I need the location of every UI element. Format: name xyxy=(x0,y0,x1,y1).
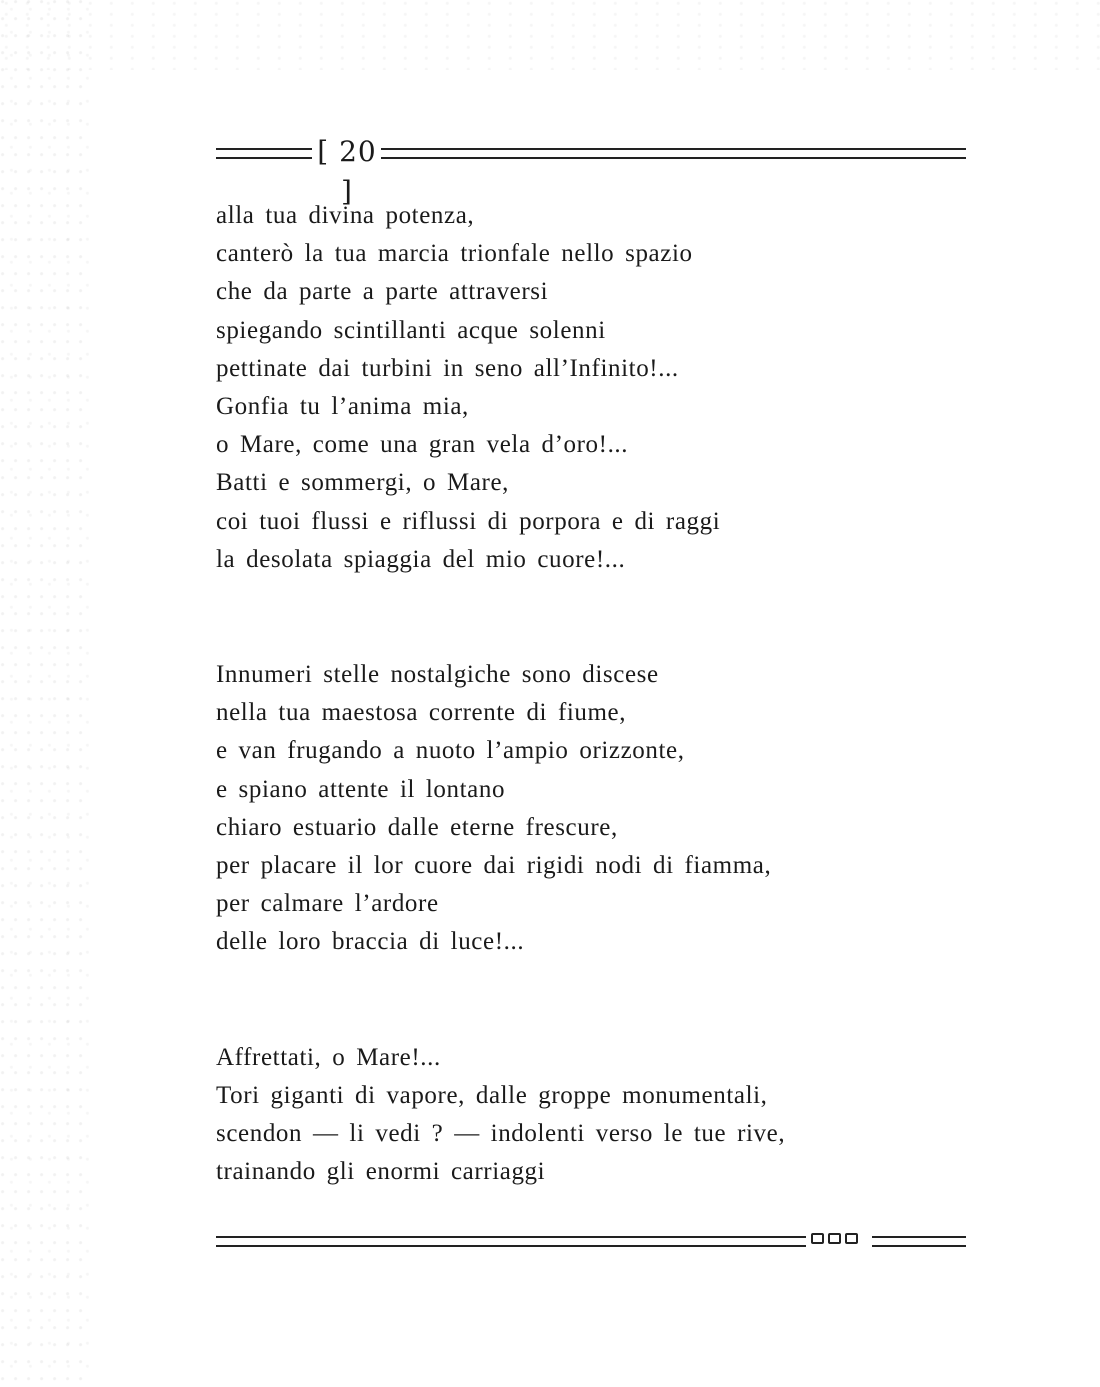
poem-line: o Mare, come una gran vela d’oro!... xyxy=(216,431,629,459)
header-rule-right xyxy=(381,148,966,159)
page-header xyxy=(216,132,966,208)
poem-line: chiaro estuario dalle eterne frescure, xyxy=(216,813,618,841)
stanza-break xyxy=(216,962,936,1039)
footer-rule-left xyxy=(216,1236,806,1247)
poem-line: Batti e sommergi, o Mare, xyxy=(216,469,509,497)
header-rule-left xyxy=(216,148,312,159)
poem-line: Affrettati, o Mare!... xyxy=(216,1043,441,1071)
stanza-3 xyxy=(216,1039,936,1192)
poem-line: per calmare l’ardore xyxy=(216,890,439,918)
poem-line: alla tua divina potenza, xyxy=(216,202,475,229)
page-number: [ 20 ] xyxy=(317,135,377,208)
ornament-box-icon xyxy=(811,1233,824,1244)
poem-body xyxy=(216,197,936,1191)
poem-line: canterò la tua marcia trionfale nello spazio xyxy=(216,240,693,268)
poem-line: delle loro braccia di luce!... xyxy=(216,928,525,956)
ornament-box-icon xyxy=(828,1233,841,1244)
footer-rule-right xyxy=(872,1236,966,1247)
stanza-break xyxy=(216,579,936,656)
page-footer xyxy=(216,1231,966,1251)
ornament-box-icon xyxy=(845,1233,858,1244)
poem-line: trainando gli enormi carriaggi xyxy=(216,1158,546,1186)
scan-edge-noise xyxy=(0,0,90,1387)
poem-line: che da parte a parte attraversi xyxy=(216,278,549,306)
poem-line: e van frugando a nuoto l’ampio orizzonte, xyxy=(216,737,685,765)
poem-line: spiegando scintillanti acque solenni xyxy=(216,316,606,344)
poem-line: scendon — li vedi ? — indolenti verso le tue rive, xyxy=(216,1120,786,1148)
poem-line: Innumeri stelle nostalgiche sono discese xyxy=(216,661,659,689)
scan-top-noise xyxy=(0,0,1100,70)
poem-line: e spiano attente il lontano xyxy=(216,775,506,803)
footer-ornament xyxy=(811,1233,858,1244)
poem-line: pettinate dai turbini in seno all’Infinito!... xyxy=(216,354,679,382)
poem-line: la desolata spiaggia del mio cuore!... xyxy=(216,545,626,573)
poem-line: coi tuoi flussi e riflussi di porpora e di raggi xyxy=(216,507,721,535)
poem-line: per placare il lor cuore dai rigidi nodi di fiamma, xyxy=(216,852,772,880)
poem-line: Tori giganti di vapore, dalle groppe monumentali, xyxy=(216,1081,768,1109)
stanza-2 xyxy=(216,656,936,962)
poem-line: nella tua maestosa corrente di fiume, xyxy=(216,699,627,727)
poem-line: Gonfia tu l’anima mia, xyxy=(216,393,469,421)
stanza-1 xyxy=(216,197,936,579)
